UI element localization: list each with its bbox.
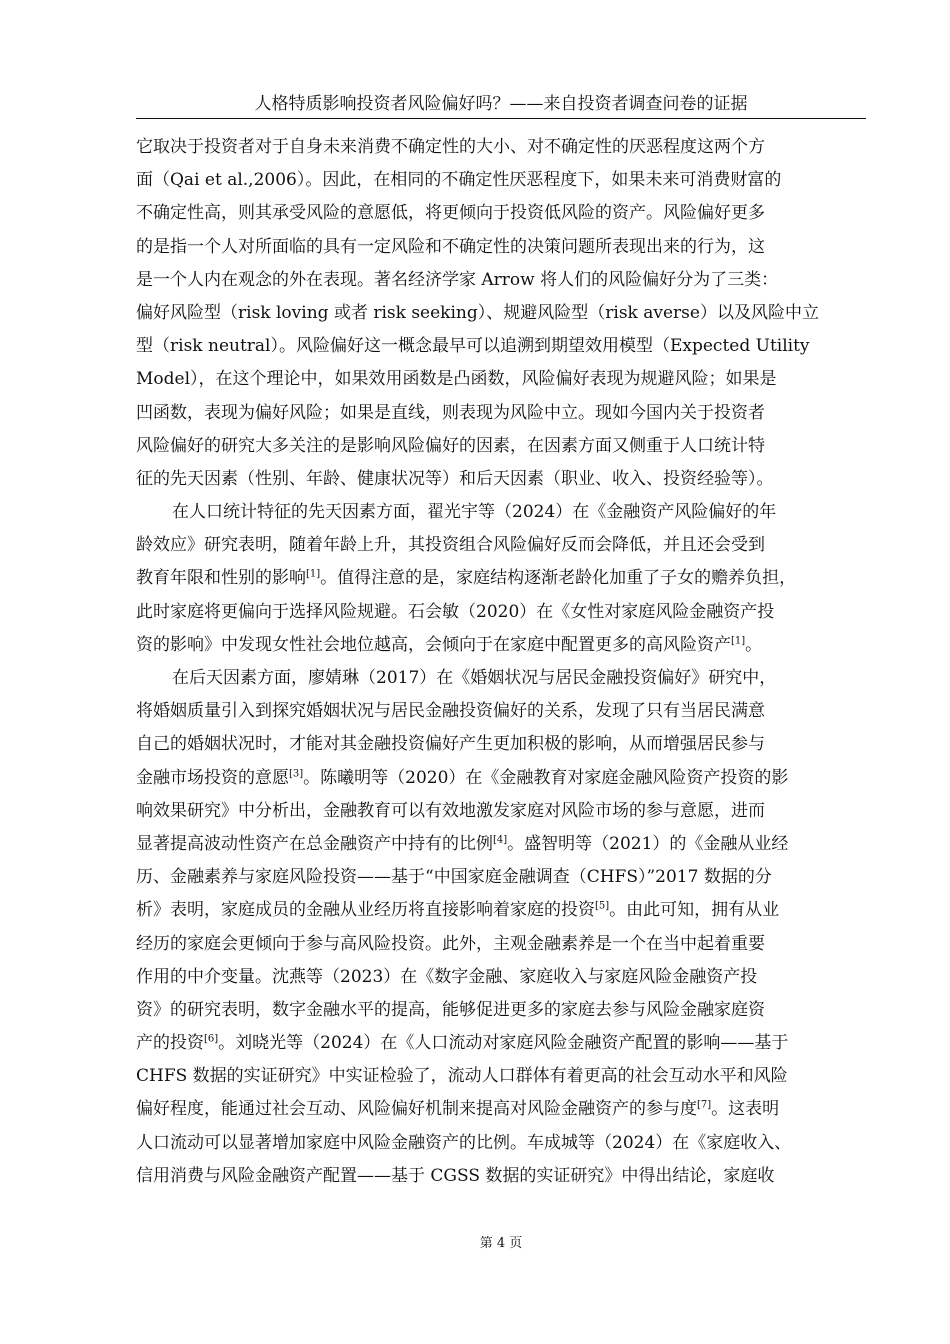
citation-mark: [6] — [204, 1033, 219, 1045]
line-text-continued: 。陈曦明等（2020）在《金融教育对家庭金融风险资产投资的影 — [303, 767, 789, 788]
text-line — [136, 562, 866, 595]
line-text: 偏好程度，能通过社会互动、风险偏好机制来提高对风险金融资产的参与度 — [136, 1099, 697, 1120]
text-line — [136, 496, 866, 529]
line-text: 型（risk neutral）。风险偏好这一概念最早可以追溯到期望效用模型（Expected Utility — [136, 336, 810, 357]
text-line — [136, 164, 866, 197]
text-line — [136, 1093, 866, 1126]
citation-mark: [7] — [697, 1099, 712, 1111]
line-text: 产的投资 — [136, 1033, 204, 1054]
line-text: 教育年限和性别的影响 — [136, 568, 306, 589]
line-text: 征的先天因素（性别、年龄、健康状况等）和后天因素（职业、收入、投资经验等）。 — [136, 468, 774, 489]
text-line — [136, 463, 866, 496]
text-line — [136, 596, 866, 629]
line-text: Model），在这个理论中，如果效用函数是凸函数，风险偏好表现为规避风险；如果是 — [136, 369, 777, 390]
line-text: 人口流动可以显著增加家庭中风险金融资产的比例。车成城等（2024）在《家庭收入、 — [136, 1132, 792, 1153]
line-text: 自己的婚姻状况时，才能对其金融投资偏好产生更加积极的影响，从而增强居民参与 — [136, 734, 765, 755]
line-text: 在人口统计特征的先天因素方面，翟光宇等（2024）在《金融资产风险偏好的年 — [172, 502, 777, 523]
text-line — [136, 994, 866, 1027]
line-text-continued: 。盛智明等（2021）的《金融从业经 — [507, 833, 789, 854]
text-line — [136, 330, 866, 363]
line-text: 经历的家庭会更倾向于参与高风险投资。此外，主观金融素养是一个在当中起着重要 — [136, 933, 765, 954]
citation-mark: [3] — [289, 767, 304, 779]
text-line — [136, 728, 866, 761]
line-text: 龄效应》研究表明，随着年龄上升，其投资组合风险偏好反而会降低，并且还会受到 — [136, 535, 765, 556]
line-text: 是一个人内在观念的外在表现。著名经济学家 Arrow 将人们的风险偏好分为了三类： — [136, 269, 779, 290]
body-text — [136, 131, 866, 1193]
line-text-continued: 。刘晓光等（2024）在《人口流动对家庭风险金融资产配置的影响——基于 — [218, 1033, 789, 1054]
line-text: 金融市场投资的意愿 — [136, 767, 289, 788]
text-line — [136, 961, 866, 994]
line-text: 它取决于投资者对于自身未来消费不确定性的大小、对不确定性的厌恶程度这两个方 — [136, 137, 765, 157]
text-line — [136, 861, 866, 894]
line-text-continued: 。这表明 — [711, 1099, 780, 1120]
text-line — [136, 529, 866, 562]
line-text: 偏好风险型（risk loving 或者 risk seeking）、规避风险型（risk averse）以及风险中立 — [136, 302, 819, 323]
text-line — [136, 1127, 866, 1160]
line-text: 响效果研究》中分析出，金融教育可以有效地激发家庭对风险市场的参与意愿，进而 — [136, 800, 765, 821]
text-line — [136, 1027, 866, 1060]
citation-mark: [1] — [306, 568, 321, 580]
text-line — [136, 397, 866, 430]
line-text-continued: 。由此可知，拥有从业 — [609, 900, 780, 921]
text-line — [136, 629, 866, 662]
line-text: CHFS 数据的实证研究》中实证检验了，流动人口群体有着更高的社会互动水平和风险 — [136, 1066, 788, 1087]
page-number: 第 4 页 — [479, 1236, 523, 1251]
text-line — [136, 828, 866, 861]
line-text: 在后天因素方面，廖婧琳（2017）在《婚姻状况与居民金融投资偏好》研究中， — [172, 668, 777, 688]
text-line — [136, 1060, 866, 1093]
text-line — [136, 363, 866, 396]
line-text: 不确定性高，则其承受风险的意愿低，将更倾向于投资低风险的资产。风险偏好更多 — [136, 203, 765, 224]
line-text: 面（Qai et al.,2006）。因此，在相同的不确定性厌恶程度下，如果未来可消费财富的 — [136, 170, 782, 191]
page-header — [136, 92, 866, 119]
line-text: 的是指一个人对所面临的具有一定风险和不确定性的决策问题所表现出来的行为，这 — [136, 236, 765, 257]
text-line — [136, 662, 866, 695]
citation-mark: [4] — [493, 834, 508, 846]
citation-mark: [1] — [731, 635, 746, 647]
text-line — [136, 297, 866, 330]
text-line — [136, 430, 866, 463]
citation-mark: [5] — [595, 900, 610, 912]
line-text-continued: 。 — [745, 634, 763, 655]
line-text-continued: 。值得注意的是，家庭结构逐渐老龄化加重了子女的赡养负担， — [320, 568, 797, 589]
text-line — [136, 762, 866, 795]
line-text: 作用的中介变量。沈燕等（2023）在《数字金融、家庭收入与家庭风险金融资产投 — [136, 966, 758, 987]
text-line — [136, 1160, 866, 1193]
page-footer — [136, 1234, 866, 1254]
line-text: 资》的研究表明，数字金融水平的提高，能够促进更多的家庭去参与风险金融家庭资 — [136, 999, 765, 1020]
line-text: 信用消费与风险金融资产配置——基于 CGSS 数据的实证研究》中得出结论，家庭收 — [136, 1165, 775, 1186]
text-line — [136, 264, 866, 297]
text-line — [136, 795, 866, 828]
line-text: 显著提高波动性资产在总金融资产中持有的比例 — [136, 833, 493, 854]
text-line — [136, 894, 866, 927]
text-line — [136, 695, 866, 728]
line-text: 析》表明，家庭成员的金融从业经历将直接影响着家庭的投资 — [136, 900, 595, 921]
line-text: 凹函数，表现为偏好风险；如果是直线，则表现为风险中立。现如今国内关于投资者 — [136, 402, 765, 423]
line-text: 资的影响》中发现女性社会地位越高，会倾向于在家庭中配置更多的高风险资产 — [136, 634, 731, 655]
text-line — [136, 928, 866, 961]
text-line — [136, 197, 866, 230]
text-line — [136, 131, 866, 164]
line-text: 风险偏好的研究大多关注的是影响风险偏好的因素，在因素方面又侧重于人口统计特 — [136, 435, 765, 456]
header-title: 人格特质影响投资者风险偏好吗？——来自投资者调查问卷的证据 — [254, 94, 748, 114]
line-text: 将婚姻质量引入到探究婚姻状况与居民金融投资偏好的关系，发现了只有当居民满意 — [136, 701, 765, 722]
text-line — [136, 231, 866, 264]
line-text: 此时家庭将更偏向于选择风险规避。石会敏（2020）在《女性对家庭风险金融资产投 — [136, 601, 775, 622]
line-text: 历、金融素养与家庭风险投资——基于“中国家庭金融调查（CHFS）”2017 数据的分 — [136, 867, 772, 888]
